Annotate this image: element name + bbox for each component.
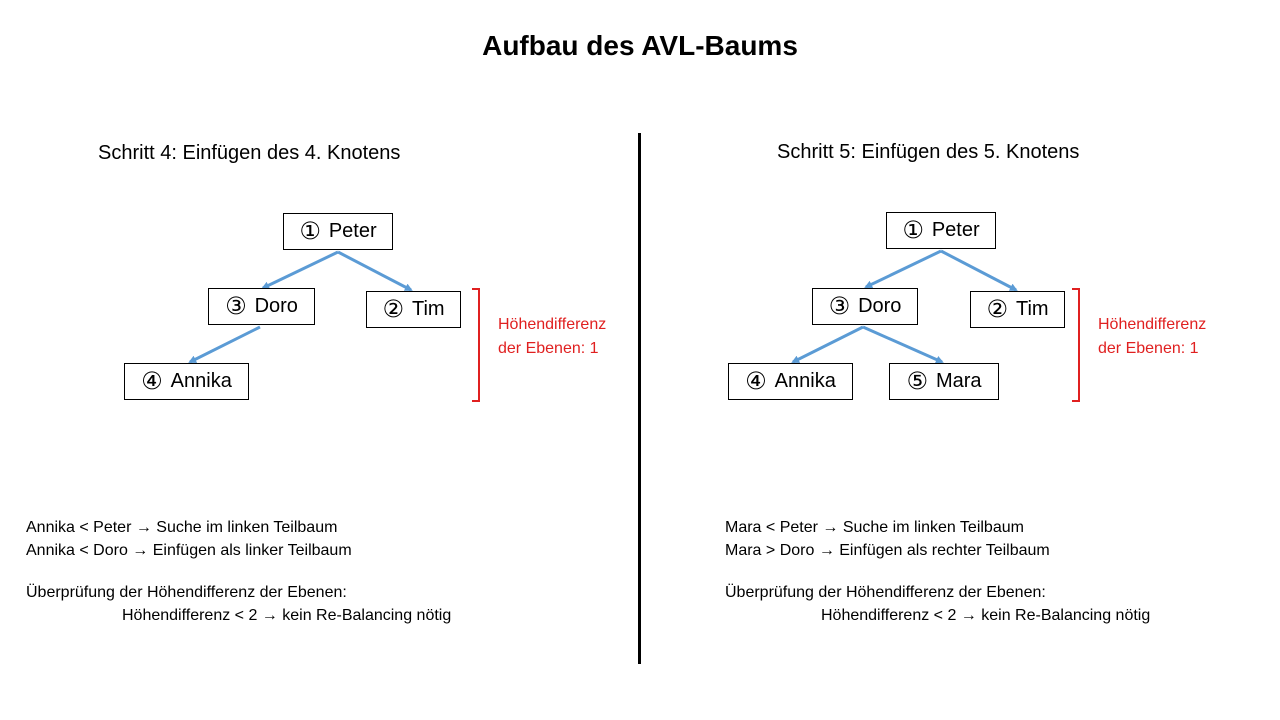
balance-label-line-2: der Ebenen: 1 xyxy=(498,340,599,357)
height-bracket xyxy=(472,288,480,402)
balance-label-line-2: der Ebenen: 1 xyxy=(1098,340,1199,357)
right-notes xyxy=(725,516,1150,627)
note-line: Höhendifferenz < 2 → kein Re-Balancing nötig xyxy=(821,607,1151,624)
step-5-heading: Schritt 5: Einfügen des 5. Knotens xyxy=(777,141,1080,163)
node-label: Annika xyxy=(774,370,836,392)
node-annika xyxy=(728,363,853,400)
edge-doro-mara xyxy=(863,327,942,362)
edge-peter-tim xyxy=(941,251,1016,290)
height-difference-label xyxy=(498,313,606,361)
note-line: Überprüfung der Höhendifferenz der Ebenen: xyxy=(26,584,347,601)
edge-peter-doro xyxy=(263,252,338,288)
node-annika xyxy=(124,363,249,400)
page-title: Aufbau des AVL-Baums xyxy=(482,30,798,61)
node-number: ④ xyxy=(141,367,163,395)
note-line: Höhendifferenz < 2 → kein Re-Balancing nötig xyxy=(122,607,452,624)
node-number: ④ xyxy=(745,367,767,395)
node-label: Tim xyxy=(411,298,445,320)
node-number: ③ xyxy=(828,292,851,320)
edge-doro-annika xyxy=(793,327,863,362)
node-mara xyxy=(889,363,999,400)
note-line: Mara < Peter → Suche im linken Teilbaum xyxy=(725,519,1024,536)
node-number: ⑤ xyxy=(906,367,928,395)
node-number: ③ xyxy=(225,292,247,320)
note-line: Mara > Doro → Einfügen als rechter Teilbaum xyxy=(725,542,1050,559)
edge-peter-doro xyxy=(866,251,941,287)
node-label: Mara xyxy=(935,370,982,392)
node-tim xyxy=(366,291,461,328)
node-doro xyxy=(812,288,918,325)
balance-label-line-1: Höhendifferenz xyxy=(1098,316,1207,333)
node-tim xyxy=(970,291,1065,328)
height-bracket xyxy=(1072,288,1080,402)
right-panel xyxy=(640,0,1280,720)
height-difference-label xyxy=(1098,313,1206,361)
note-line: Annika < Doro → Einfügen als linker Teilbaum xyxy=(26,542,352,559)
edge-peter-tim xyxy=(338,252,411,290)
node-label: Annika xyxy=(170,370,232,392)
left-notes xyxy=(26,516,451,627)
note-line: Annika < Peter → Suche im linken Teilbaum xyxy=(26,519,338,536)
balance-label-line-1: Höhendifferenz xyxy=(498,316,607,333)
node-number: ② xyxy=(986,295,1008,323)
node-peter xyxy=(886,212,996,249)
node-label: Peter xyxy=(931,219,980,241)
node-number: ① xyxy=(902,216,924,244)
node-peter xyxy=(283,213,393,250)
step-4-heading: Schritt 4: Einfügen des 4. Knotens xyxy=(98,142,401,164)
node-label: Peter xyxy=(328,220,377,242)
node-doro xyxy=(208,288,315,325)
node-label: Doro xyxy=(858,295,902,317)
node-label: Doro xyxy=(254,295,298,317)
node-number: ② xyxy=(382,295,404,323)
node-number: ① xyxy=(299,217,321,245)
note-line: Überprüfung der Höhendifferenz der Ebenen: xyxy=(725,584,1046,601)
edge-doro-annika xyxy=(190,327,260,362)
node-label: Tim xyxy=(1015,298,1049,320)
